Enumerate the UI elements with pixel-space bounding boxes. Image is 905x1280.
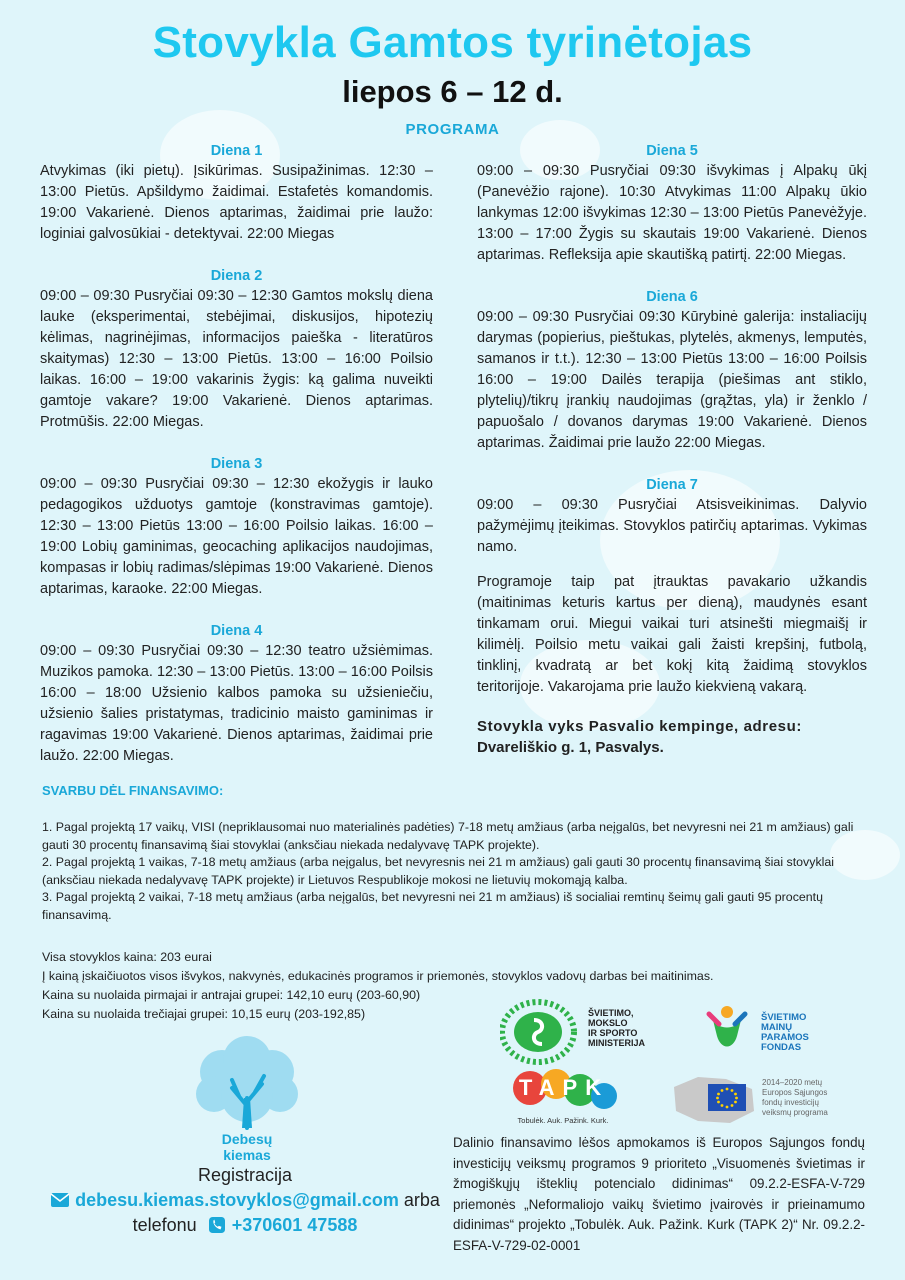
brand-line-2: kiemas: [223, 1147, 271, 1163]
location-address: Dvareliškio g. 1, Pasvalys.: [477, 739, 664, 756]
registration-email-line: [30, 1188, 460, 1213]
day-text: Atvykimas (iki pietų). Įsikūrimas. Susipažinimas. 12:30 – 13:00 Pietūs. Apšildymo žaidimai. Estafetės komandomis. 19:00 Vakarienė. Dienos aptarimas, žaidimai prie laužo: loginiai galvosūkiai - detektyvai. 22:00 Miegas: [40, 163, 433, 242]
price-includes: Į kainą įskaičiuotos visos išvykos, nakvynės, edukacinės programos ir priemonės, stovyklos vadovų darbas bei maitinimas.: [42, 969, 714, 983]
day-text: 09:00 – 09:30 Pusryčiai Atsisveikinimas. Dalyvio pažymėjimų įteikimas. Stovyklos patirčių aptarimas. Vykimas namo.: [477, 497, 867, 555]
day-3: [40, 455, 433, 600]
extra-info: Programoje taip pat įtrauktas pavakario užkandis (maitinimas keturis kartus per dieną), maudynės esant tinkamam orui. Miegui vaikai turi atsinešti miegmaišį ir kilimėlį. Poilsio metu vaikai gali žaisti krepšinį, futbolą, tinklinį, kvadratą ar bet kokį kitą žaidimą stovyklos teritorijoje. Vakarojama prie laužo kiekvieną vakarą.: [477, 574, 867, 695]
day-title: Diena 6: [646, 289, 698, 305]
debesu-kiemas-logo: [192, 1036, 302, 1164]
financing-item: 1. Pagal projektą 17 vaikų, VISI (nepriklausomai nuo materialinės padėties) 7-18 metų amžiaus (arba neįgalūs, bet nevyresni nei 21 m amžiaus) gali gauti 30 procentų finansavimą šiai stovyklai (anksčiau niekada nedalyvavę TAPK projekte).: [42, 820, 854, 852]
day-text: 09:00 – 09:30 Pusryčiai 09:30 – 12:30 Gamtos mokslų diena lauke (eksperimentai, stebėjimai, diskusijos, hipotezių kėlimas, nagrinėjimas, informacijos paieška - literatūros skaitymas) 12:30 – 13:00 Pietūs. 13:00 – 16:00 Poilsio laikas. 16:00 – 19:00 vakarinis žygis: ką galima nuveikti gamtoje vakare? 19:00 Vakarienė. Dienos aptarimas. Protmūšis. 22:00 Miegas.: [40, 288, 433, 430]
tapk-logo: [506, 1066, 621, 1133]
day-text: 09:00 – 09:30 Pusryčiai 09:30 išvykimas į Alpakų ūkį (Panevėžio rajone). 10:30 Atvykimas 11:00 Alpakų ūkio lankymas 12:00 išvykimas 12:30 – 13:00 Pietūs Panevėžyje. 13:00 – 17:00 Žygis su skautais 19:00 Vakarienė. Dienos aptarimas. Refleksija apie skautišką patirtį. 22:00 Miegas.: [477, 163, 867, 263]
financing-title: SVARBU DĖL FINANSAVIMO:: [42, 783, 224, 798]
eu-funds-logo: [668, 1071, 868, 1136]
registration-email[interactable]: debesu.kiemas.stovyklos@gmail.com: [75, 1190, 399, 1210]
ministry-line-3: IR SPORTO: [588, 1028, 638, 1038]
day-title: Diena 3: [210, 456, 263, 472]
registration-or: arba: [403, 1190, 440, 1210]
eu-line-2: Europos Sąjungos: [762, 1088, 828, 1097]
page-subtitle: liepos 6 – 12 d.: [342, 74, 563, 109]
tapk-logo-graphic: [506, 1066, 621, 1128]
day-title: Diena 5: [646, 143, 698, 159]
eu-funds-logo-graphic: [668, 1071, 868, 1131]
ministry-line-2: MOKSLO: [588, 1018, 628, 1028]
smpf-logo: [705, 1000, 855, 1065]
day-title: Diena 2: [210, 268, 263, 284]
price-info: [42, 948, 802, 1024]
smpf-line-3: PARAMOS: [761, 1032, 809, 1043]
eu-line-3: fondų investicijų: [762, 1098, 819, 1107]
day-text: 09:00 – 09:30 Pusryčiai 09:30 – 12:30 ekožygis ir lauko pedagogikos užduotys gamtoje (konstravimas gamtoje). 12:30 – 13:00 Pietūs 13:00 – 16:00 Poilsio laikas. 16:00 – 19:00 Lobių gaminimas, geocaching aplikacijos naudojimas, kompasas ir lobių radimas/slėpimas 19:00 Vakarienė. Dienos aptarimas, karaoke. 22:00 Miegas.: [40, 476, 433, 597]
day-1: [40, 142, 433, 245]
smpf-line-2: MAINŲ: [761, 1022, 793, 1033]
tapk-slogan: Tobulėk. Auk. Pažink. Kurk.: [517, 1116, 609, 1125]
day-6: [477, 288, 867, 454]
smpf-line-4: FONDAS: [761, 1042, 802, 1053]
tree-icon: [192, 1036, 302, 1164]
day-4: [40, 622, 433, 767]
section-heading: PROGRAMA: [405, 121, 500, 138]
day-7: [477, 476, 867, 558]
day-text: 09:00 – 09:30 Pusryčiai 09:30 Kūrybinė galerija: instaliacijų darymas (popierius, pieštukas, plytelės, akmenys, lemputės, samanos ir t.t.). 12:30 – 13:00 Pietūs 13:00 – 16:00 Poilsis 16:00 – 19:00 Dailės terapija (piešimas ant stiklo, plytelių)/tikrų įrankių naudojimas (grąžtas, yla) ir ženklo / papuošalo / dovanos darymas 19:00 Vakarienė. Dienos aptarimas. Žaidimai prie laužo 22:00 Miegas.: [477, 309, 867, 451]
day-text: 09:00 – 09:30 Pusryčiai 09:30 – 12:30 teatro užsiėmimas. Muzikos pamoka. 12:30 – 13:00 Pietūs. 13:00 – 16:00 Poilsis 16:00 – 18:00 Užsienio kalbos pamoka su užsieniečiu, užsienio šalies pristatymas, tradicinio maisto gaminimas ir ragavimas 19:00 Vakarienė. Dienos aptarimas, žaidimai prie laužo. 22:00 Miegas.: [40, 643, 433, 764]
day-5: [477, 142, 867, 266]
price-discount-1-2: Kaina su nuolaida pirmajai ir antrajai grupei: 142,10 eurų (203-60,90): [42, 988, 421, 1002]
registration-phone[interactable]: +370601 47588: [231, 1215, 358, 1235]
ministry-line-1: ŠVIETIMO,: [588, 1008, 634, 1018]
eu-line-4: veiksmų programa: [762, 1108, 828, 1117]
registration-block: [30, 1163, 460, 1238]
smpf-logo-graphic: [705, 1000, 855, 1060]
camp-location: [477, 716, 867, 758]
program-left-column: [40, 142, 433, 789]
page-title: Stovykla Gamtos tyrinėtojas: [152, 18, 753, 67]
financing-item: 3. Pagal projektą 2 vaikai, 7-18 metų amžiaus (arba neįgalūs, bet nevyresni nei 21 m amžiaus) iš socialiai remtinų šeimų gali gauti 95 procentų finansavimą.: [42, 890, 824, 922]
day-title: Diena 4: [210, 623, 263, 639]
ministry-logo: [500, 998, 660, 1073]
ministry-logo-graphic: [500, 998, 660, 1068]
brand-line-1: Debesų: [221, 1131, 273, 1147]
price-total: Visa stovyklos kaina: 203 eurai: [42, 950, 212, 964]
financing-list: [42, 819, 868, 924]
tapk-letters: TAPK: [518, 1075, 610, 1100]
eu-line-1: 2014–2020 metų: [762, 1078, 823, 1087]
phone-icon: [207, 1217, 227, 1233]
price-discount-3: Kaina su nuolaida trečiajai grupei: 10,15 eurų (203-192,85): [42, 1007, 366, 1021]
smpf-line-1: ŠVIETIMO: [761, 1012, 807, 1023]
envelope-icon: [50, 1192, 70, 1208]
day-title: Diena 1: [210, 143, 263, 159]
location-line-1: Stovykla vyks Pasvalio kempinge, adresu:: [477, 718, 802, 735]
registration-phone-label: telefonu: [132, 1215, 197, 1235]
day-title: Diena 7: [646, 477, 698, 493]
funding-note: Dalinio finansavimo lėšos apmokamos iš Europos Sąjungos fondų investicijų veiksmų programos 9 prioriteto „Visuomenės švietimas ir žmogiškųjų išteklių potencialo didinimas“ 09.2.2-ESFA-V-729 priemonės „Neformaliojo vaikų švietimo įvairovės ir prieinamumo didinimas“ projekto „Tobulėk. Auk. Pažink. Kurk (TAPK 2)“ Nr. 09.2.2-ESFA-V-729-02-0001: [453, 1135, 865, 1253]
financing-item: 2. Pagal projektą 1 vaikas, 7-18 metų amžiaus (arba neįgalus, bet nevyresnis nei 21 m amžiaus) gali gauti 30 procentų finansavimą šiai stovyklai (anksčiau niekada nedalyvavę TAPK projekte) ir Lietuvos Respublikoje mokosi ne lietuvių mokomąją kalba.: [42, 855, 835, 887]
day-2: [40, 267, 433, 433]
ministry-line-4: MINISTERIJA: [588, 1038, 646, 1048]
registration-phone-line: [30, 1213, 460, 1238]
program-right-column: [477, 142, 867, 758]
registration-label: Registracija: [197, 1165, 293, 1185]
